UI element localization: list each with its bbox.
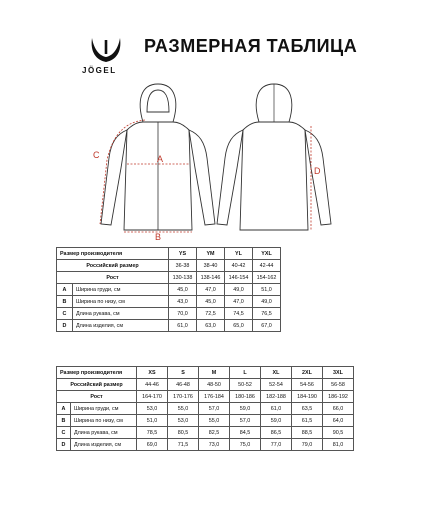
size-cell: 3XL (323, 367, 354, 379)
table-cell: 146-154 (225, 272, 253, 284)
table-cell: 72,5 (197, 308, 225, 320)
row-code: A (57, 284, 73, 296)
table-cell: 45,0 (169, 284, 197, 296)
table-cell: 67,0 (253, 320, 281, 332)
table-row (57, 284, 281, 296)
table-cell: 78,5 (137, 427, 168, 439)
table-cell: 61,5 (292, 415, 323, 427)
label-b: B (155, 232, 162, 242)
height-label: Рост (57, 272, 169, 284)
table-row (57, 308, 281, 320)
table-cell: 70,0 (169, 308, 197, 320)
label-d: D (314, 166, 321, 176)
table-cell: 45,0 (197, 296, 225, 308)
table-cell: 59,0 (230, 403, 261, 415)
table-cell: 180-186 (230, 391, 261, 403)
row-code: D (57, 320, 73, 332)
table-row (57, 367, 354, 379)
table-cell: 42-44 (253, 260, 281, 272)
row-code: B (57, 296, 73, 308)
size-cell: YXL (253, 248, 281, 260)
table-cell: 55,0 (199, 415, 230, 427)
table-row (57, 391, 354, 403)
table-cell: 82,5 (199, 427, 230, 439)
table-row (57, 415, 354, 427)
table-cell: 63,5 (292, 403, 323, 415)
row-label: Длина рукава, см (73, 308, 169, 320)
table-cell: 50-52 (230, 379, 261, 391)
row-code: B (57, 415, 71, 427)
table-cell: 81,0 (323, 439, 354, 451)
table-cell: 47,0 (197, 284, 225, 296)
label-c: C (93, 150, 100, 160)
size-cell: YM (197, 248, 225, 260)
table-cell: 49,0 (253, 296, 281, 308)
header-label: Размер производителя (57, 248, 169, 260)
table-row (57, 248, 281, 260)
size-table-adult (56, 366, 354, 451)
row-label: Ширина по низу, см (71, 415, 137, 427)
page-title: РАЗМЕРНАЯ ТАБЛИЦА (144, 36, 358, 56)
table-cell: 63,0 (197, 320, 225, 332)
table-row (57, 379, 354, 391)
size-cell: XS (137, 367, 168, 379)
table-cell: 65,0 (225, 320, 253, 332)
row-code: C (57, 308, 73, 320)
table-cell: 138-146 (197, 272, 225, 284)
size-cell: YS (169, 248, 197, 260)
table-cell: 182-188 (261, 391, 292, 403)
table-cell: 52-54 (261, 379, 292, 391)
label-a: A (157, 154, 164, 164)
row-label: Ширина груди, см (73, 284, 169, 296)
brand-name: JÖGEL (82, 66, 117, 75)
table-cell: 66,0 (323, 403, 354, 415)
table-cell: 90,5 (323, 427, 354, 439)
table-cell: 49,0 (225, 284, 253, 296)
table-cell: 74,5 (225, 308, 253, 320)
table-row (57, 320, 281, 332)
table-row (57, 296, 281, 308)
size-cell: 2XL (292, 367, 323, 379)
table-cell: 53,0 (168, 415, 199, 427)
russian-size-label: Российский размер (57, 260, 169, 272)
size-cell: XL (261, 367, 292, 379)
table-cell: 76,5 (253, 308, 281, 320)
table-cell: 186-192 (323, 391, 354, 403)
table-cell: 184-190 (292, 391, 323, 403)
table-cell: 55,0 (168, 403, 199, 415)
jacket-diagram (85, 82, 345, 242)
table-cell: 56-58 (323, 379, 354, 391)
table-cell: 51,0 (253, 284, 281, 296)
table-row (57, 427, 354, 439)
table-cell: 48-50 (199, 379, 230, 391)
table-cell: 46-48 (168, 379, 199, 391)
row-code: D (57, 439, 71, 451)
table-cell: 71,5 (168, 439, 199, 451)
row-label: Длина изделия, см (73, 320, 169, 332)
table-cell: 59,0 (261, 415, 292, 427)
table-row (57, 439, 354, 451)
table-cell: 61,0 (169, 320, 197, 332)
table-cell: 176-184 (199, 391, 230, 403)
row-label: Ширина груди, см (71, 403, 137, 415)
table-cell: 79,0 (292, 439, 323, 451)
table-cell: 73,0 (199, 439, 230, 451)
table-row (57, 272, 281, 284)
table-cell: 61,0 (261, 403, 292, 415)
row-code: A (57, 403, 71, 415)
size-table-youth (56, 247, 281, 332)
table-row (57, 260, 281, 272)
table-cell: 170-176 (168, 391, 199, 403)
table-cell: 86,5 (261, 427, 292, 439)
table-cell: 54-56 (292, 379, 323, 391)
size-cell: S (168, 367, 199, 379)
height-label: Рост (57, 391, 137, 403)
table-cell: 57,0 (199, 403, 230, 415)
table-cell: 36-38 (169, 260, 197, 272)
table-cell: 38-40 (197, 260, 225, 272)
size-cell: L (230, 367, 261, 379)
row-label: Ширина по низу, см (73, 296, 169, 308)
table-cell: 77,0 (261, 439, 292, 451)
table-cell: 64,0 (323, 415, 354, 427)
table-cell: 154-162 (253, 272, 281, 284)
table-cell: 130-138 (169, 272, 197, 284)
size-cell: M (199, 367, 230, 379)
table-cell: 40-42 (225, 260, 253, 272)
table-cell: 84,5 (230, 427, 261, 439)
row-label: Длина рукава, см (71, 427, 137, 439)
table-cell: 51,0 (137, 415, 168, 427)
table-cell: 44-46 (137, 379, 168, 391)
table-cell: 80,5 (168, 427, 199, 439)
table-cell: 75,0 (230, 439, 261, 451)
row-label: Длина изделия, см (71, 439, 137, 451)
russian-size-label: Российский размер (57, 379, 137, 391)
size-cell: YL (225, 248, 253, 260)
table-cell: 69,0 (137, 439, 168, 451)
row-code: C (57, 427, 71, 439)
table-cell: 43,0 (169, 296, 197, 308)
table-cell: 88,5 (292, 427, 323, 439)
table-cell: 53,0 (137, 403, 168, 415)
table-row (57, 403, 354, 415)
table-cell: 57,0 (230, 415, 261, 427)
table-cell: 164-170 (137, 391, 168, 403)
table-cell: 47,0 (225, 296, 253, 308)
header-label: Размер производителя (57, 367, 137, 379)
